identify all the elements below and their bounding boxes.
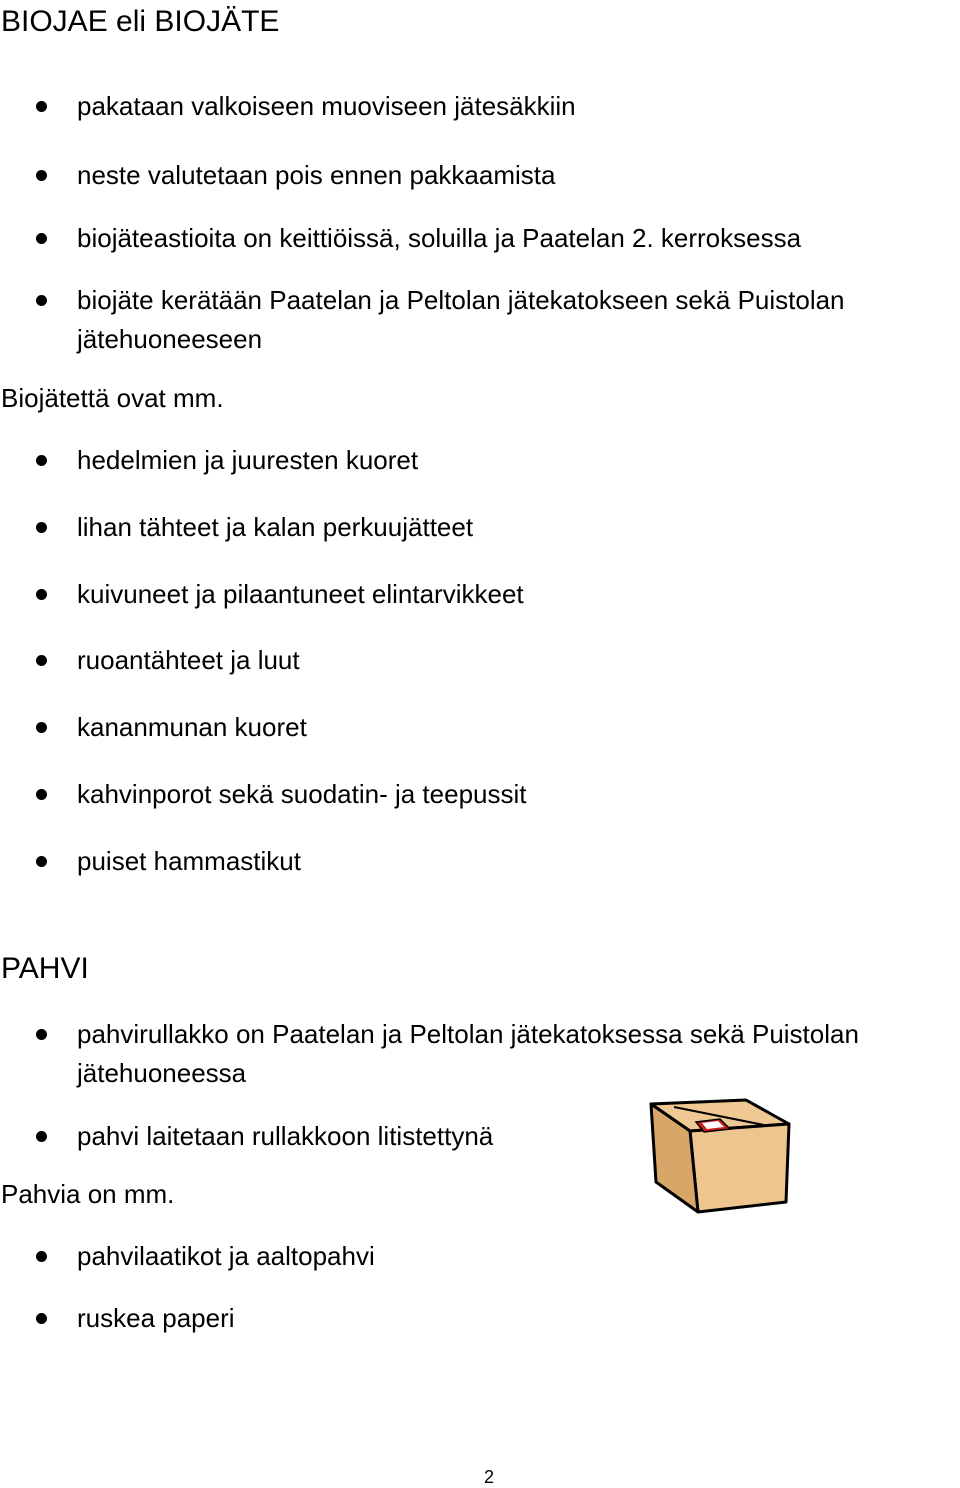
bullet-icon: [36, 295, 47, 306]
bullet-icon: [36, 1131, 47, 1142]
bullet-icon: [36, 856, 47, 867]
list-item: hedelmien ja juuresten kuoret: [77, 445, 419, 475]
bullet-icon: [36, 1251, 47, 1262]
list-item-continuation: jätehuoneeseen: [77, 324, 263, 354]
section-heading-pahvi: PAHVI: [1, 952, 89, 985]
subheading-pahvi-examples: Pahvia on mm.: [1, 1179, 175, 1209]
list-item: kananmunan kuoret: [77, 712, 307, 742]
section-heading-biojae: BIOJAE eli BIOJÄTE: [1, 5, 280, 38]
list-item: ruoantähteet ja luut: [77, 645, 300, 675]
page-number: 2: [484, 1467, 495, 1487]
bullet-icon: [36, 1029, 47, 1040]
list-item: ruskea paperi: [77, 1303, 235, 1333]
bullet-icon: [36, 1313, 47, 1324]
bullet-icon: [36, 522, 47, 533]
list-item: puiset hammastikut: [77, 846, 301, 876]
list-item: pakataan valkoiseen muoviseen jätesäkkiin: [77, 91, 576, 121]
bullet-icon: [36, 101, 47, 112]
bullet-icon: [36, 789, 47, 800]
list-item: biojäteastioita on keittiöissä, soluilla ja Paatelan 2. kerroksessa: [77, 223, 802, 253]
bullet-icon: [36, 455, 47, 466]
list-item: pahvilaatikot ja aaltopahvi: [77, 1241, 375, 1271]
list-item: kahvinporot sekä suodatin- ja teepussit: [77, 779, 527, 809]
bullet-icon: [36, 589, 47, 600]
bullet-icon: [36, 722, 47, 733]
list-item-continuation: jätehuoneessa: [77, 1058, 247, 1088]
cardboard-box-icon: [646, 1098, 796, 1216]
list-item: pahvirullakko on Paatelan ja Peltolan jätekatoksessa sekä Puistolan: [77, 1019, 859, 1049]
list-item: neste valutetaan pois ennen pakkaamista: [77, 160, 556, 190]
list-item: biojäte kerätään Paatelan ja Peltolan jätekatokseen sekä Puistolan: [77, 285, 845, 315]
list-item: lihan tähteet ja kalan perkuujätteet: [77, 512, 474, 542]
bullet-icon: [36, 655, 47, 666]
bullet-icon: [36, 170, 47, 181]
list-item: pahvi laitetaan rullakkoon litistettynä: [77, 1121, 494, 1151]
list-item: kuivuneet ja pilaantuneet elintarvikkeet: [77, 579, 524, 609]
subheading-biojate-examples: Biojätettä ovat mm.: [1, 383, 224, 413]
bullet-icon: [36, 233, 47, 244]
